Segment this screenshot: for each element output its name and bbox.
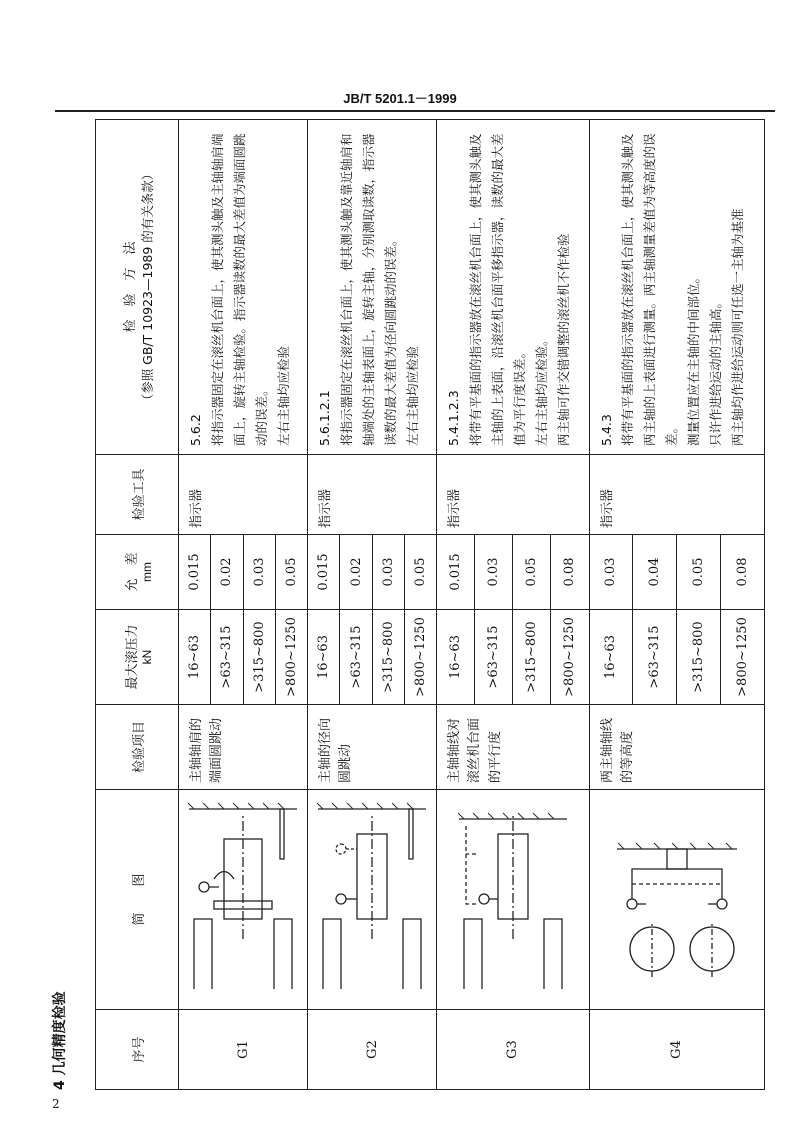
tolerance-value: 0.03 bbox=[372, 535, 404, 610]
table-row bbox=[179, 120, 211, 1090]
col-tolerance-label: 允 差 bbox=[124, 552, 140, 592]
inspection-table bbox=[95, 119, 765, 1090]
force-range: >800~1250 bbox=[404, 610, 436, 705]
method-clause: 5.4.1.2.3 bbox=[446, 390, 462, 446]
method-exception: 两主轴可作交错调整的滚丝机不作检验 bbox=[555, 233, 571, 446]
force-range: 16~63 bbox=[437, 610, 475, 705]
tolerance-value: 0.04 bbox=[633, 535, 677, 610]
row-number: G4 bbox=[589, 1010, 765, 1090]
col-no: 序号 bbox=[96, 1010, 179, 1090]
col-tool: 检验工具 bbox=[96, 455, 179, 535]
tolerance-value: 0.015 bbox=[179, 535, 211, 610]
col-tolerance bbox=[96, 535, 179, 610]
spindle-parallelism-diagram bbox=[454, 800, 572, 1000]
row-number: G1 bbox=[179, 1010, 308, 1090]
method-note: 左右主轴均应检验 bbox=[275, 345, 291, 446]
force-range: >800~1250 bbox=[275, 610, 307, 705]
force-range: 16~63 bbox=[308, 610, 340, 705]
method-text: 将带有平基面的指示器放在滚丝机台面上，使其测头触及主轴的上表面，沿滚丝机台面平移指示器，读数的最大差值为平行度误差。 bbox=[468, 133, 527, 446]
force-range: >315~800 bbox=[372, 610, 404, 705]
col-force-unit: kN bbox=[139, 649, 154, 665]
tolerance-value: 0.02 bbox=[211, 535, 243, 610]
inspection-method bbox=[179, 120, 308, 455]
method-text: 将带有平基面的指示器放在滚丝机台面上，使其测头触及两主轴的上表面进行测量。两主轴测量差值为等高度的误差。 bbox=[620, 133, 680, 446]
table-header-row bbox=[96, 120, 179, 1090]
figure-cell bbox=[179, 790, 308, 1010]
inspection-tool: 指示器 bbox=[179, 455, 308, 535]
method-note: 只许作进给运动的主轴高。 bbox=[707, 295, 723, 446]
force-range: >63~315 bbox=[475, 610, 513, 705]
method-note: 左右主轴均应检验 bbox=[404, 345, 420, 446]
col-force-label: 最大滚压力 bbox=[124, 624, 140, 690]
inspection-item: 两主轴轴线的等高度 bbox=[589, 705, 765, 790]
spindle-face-runout-diagram bbox=[184, 800, 302, 1000]
table-row bbox=[308, 120, 340, 1090]
force-range: >315~800 bbox=[243, 610, 275, 705]
force-range: >800~1250 bbox=[720, 610, 764, 705]
col-tolerance-unit: mm bbox=[139, 562, 154, 582]
force-range: 16~63 bbox=[589, 610, 633, 705]
figure-cell bbox=[589, 790, 765, 1010]
force-range: >63~315 bbox=[633, 610, 677, 705]
tolerance-value: 0.03 bbox=[243, 535, 275, 610]
col-figure: 简 图 bbox=[96, 790, 179, 1010]
inspection-method bbox=[437, 120, 589, 455]
figure-cell bbox=[308, 790, 437, 1010]
inspection-method bbox=[308, 120, 437, 455]
method-text: 将指示器固定在滚丝机台面上，使其测头触及靠近轴肩和轴端处的主轴表面上，旋转主轴，分别测取读数，指示器读数的最大差值为径向圆跳动的误差。 bbox=[339, 133, 398, 446]
method-note: 测量位置应在主轴的中间部位。 bbox=[686, 270, 701, 446]
section-title: 4 几何精度检验 bbox=[52, 991, 68, 1090]
force-range: >315~800 bbox=[677, 610, 721, 705]
force-range: >63~315 bbox=[340, 610, 372, 705]
tolerance-value: 0.03 bbox=[475, 535, 513, 610]
standard-number: JB/T 5201.1－1999 bbox=[343, 91, 457, 106]
col-method bbox=[96, 120, 179, 455]
tolerance-value: 0.08 bbox=[720, 535, 764, 610]
method-clause: 5.6.2 bbox=[188, 414, 203, 446]
col-method-reference: （参照 GB/T 10923—1989 的有关条款） bbox=[139, 167, 155, 407]
tolerance-value: 0.05 bbox=[275, 535, 307, 610]
method-note: 左右主轴均应检验。 bbox=[533, 333, 549, 446]
tolerance-value: 0.05 bbox=[513, 535, 551, 610]
tolerance-value: 0.015 bbox=[308, 535, 340, 610]
col-method-label: 检 验 方 法 bbox=[122, 241, 138, 333]
tolerance-value: 0.08 bbox=[551, 535, 589, 610]
inspection-item: 主轴轴线对滚丝机台面的平行度 bbox=[437, 705, 589, 790]
tolerance-value: 0.05 bbox=[404, 535, 436, 610]
force-range: >315~800 bbox=[513, 610, 551, 705]
force-range: >63~315 bbox=[211, 610, 243, 705]
spindle-height-diagram bbox=[612, 800, 742, 1000]
tolerance-value: 0.015 bbox=[437, 535, 475, 610]
inspection-method bbox=[589, 120, 765, 455]
table-row bbox=[589, 120, 633, 1090]
method-text: 将指示器固定在滚丝机台面上，使其测头触及主轴轴肩端面上，旋转主轴检验。指示器读数的最大差值为端面圆跳动的误差。 bbox=[209, 133, 269, 446]
rotated-table-frame bbox=[52, 120, 765, 1090]
tolerance-value: 0.05 bbox=[677, 535, 721, 610]
page-number: 2 bbox=[52, 1097, 60, 1111]
method-clause: 5.4.3 bbox=[598, 414, 614, 446]
method-clause: 5.6.1.2.1 bbox=[317, 390, 333, 446]
inspection-tool: 指示器 bbox=[437, 455, 589, 535]
table-row bbox=[437, 120, 475, 1090]
figure-cell bbox=[437, 790, 589, 1010]
inspection-item: 主轴的径向圆跳动 bbox=[308, 705, 437, 790]
inspection-tool: 指示器 bbox=[308, 455, 437, 535]
tolerance-value: 0.03 bbox=[589, 535, 633, 610]
header-rule bbox=[55, 110, 775, 112]
row-number: G3 bbox=[437, 1010, 589, 1090]
col-item: 检验项目 bbox=[96, 705, 179, 790]
force-range: 16~63 bbox=[179, 610, 211, 705]
inspection-tool: 指示器 bbox=[589, 455, 765, 535]
inspection-item: 主轴轴肩的端面圆跳动 bbox=[179, 705, 308, 790]
row-number: G2 bbox=[308, 1010, 437, 1090]
force-range: >800~1250 bbox=[551, 610, 589, 705]
method-note: 两主轴均作进给运动则可任选一主轴为基准 bbox=[729, 208, 745, 446]
tolerance-value: 0.02 bbox=[340, 535, 372, 610]
spindle-radial-runout-diagram bbox=[313, 800, 431, 1000]
col-force bbox=[96, 610, 179, 705]
